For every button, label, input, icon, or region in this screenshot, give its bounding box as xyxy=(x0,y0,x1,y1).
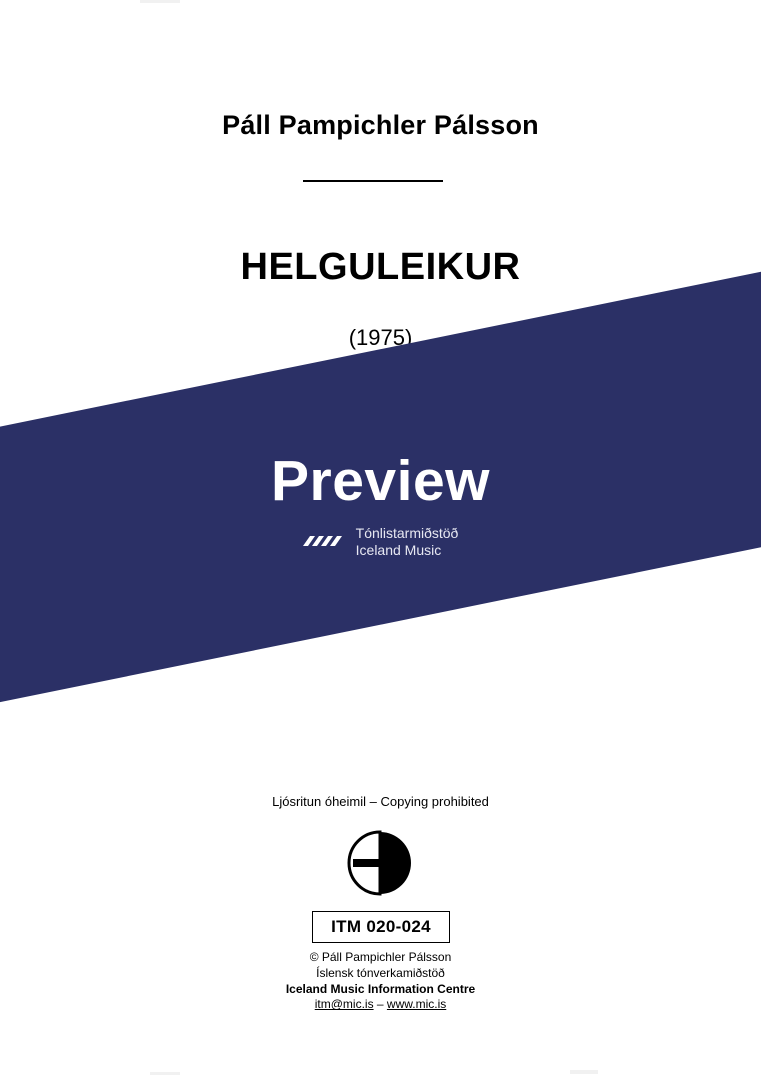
imprint-publisher-english: Iceland Music Information Centre xyxy=(285,981,476,996)
copying-prohibited-notice: Ljósritun óheimil – Copying prohibited xyxy=(272,794,489,809)
imprint-publisher-icelandic: Íslensk tónverkamiðstöð xyxy=(316,965,445,980)
catalogue-number-box xyxy=(312,911,450,943)
catalogue-number: ITM 020-024 xyxy=(331,917,431,936)
contact-separator: – xyxy=(373,997,387,1012)
imprint-contact xyxy=(0,997,761,1013)
preview-label: Preview xyxy=(271,449,490,513)
logo-line-icelandic: Tónlistarmiðstöð xyxy=(355,524,459,541)
website-link[interactable]: www.mic.is xyxy=(386,997,447,1012)
scan-edge-mark-top xyxy=(140,0,180,3)
scan-edge-mark-bottom-left xyxy=(150,1072,180,1075)
logo-line-english: Iceland Music xyxy=(355,542,442,559)
composer-name: Páll Pampichler Pálsson xyxy=(222,110,539,140)
composition-year: (1975) xyxy=(348,325,413,350)
imprint-copyright: © Páll Pampichler Pálsson xyxy=(309,950,452,964)
scan-edge-mark-bottom-right xyxy=(570,1070,598,1074)
email-link[interactable]: itm@mic.is xyxy=(314,997,374,1012)
page-title: HELGULEIKUR xyxy=(240,246,521,288)
itm-publisher-logo-icon xyxy=(345,828,415,898)
title-divider xyxy=(303,180,443,182)
imprint-block xyxy=(0,950,761,1013)
